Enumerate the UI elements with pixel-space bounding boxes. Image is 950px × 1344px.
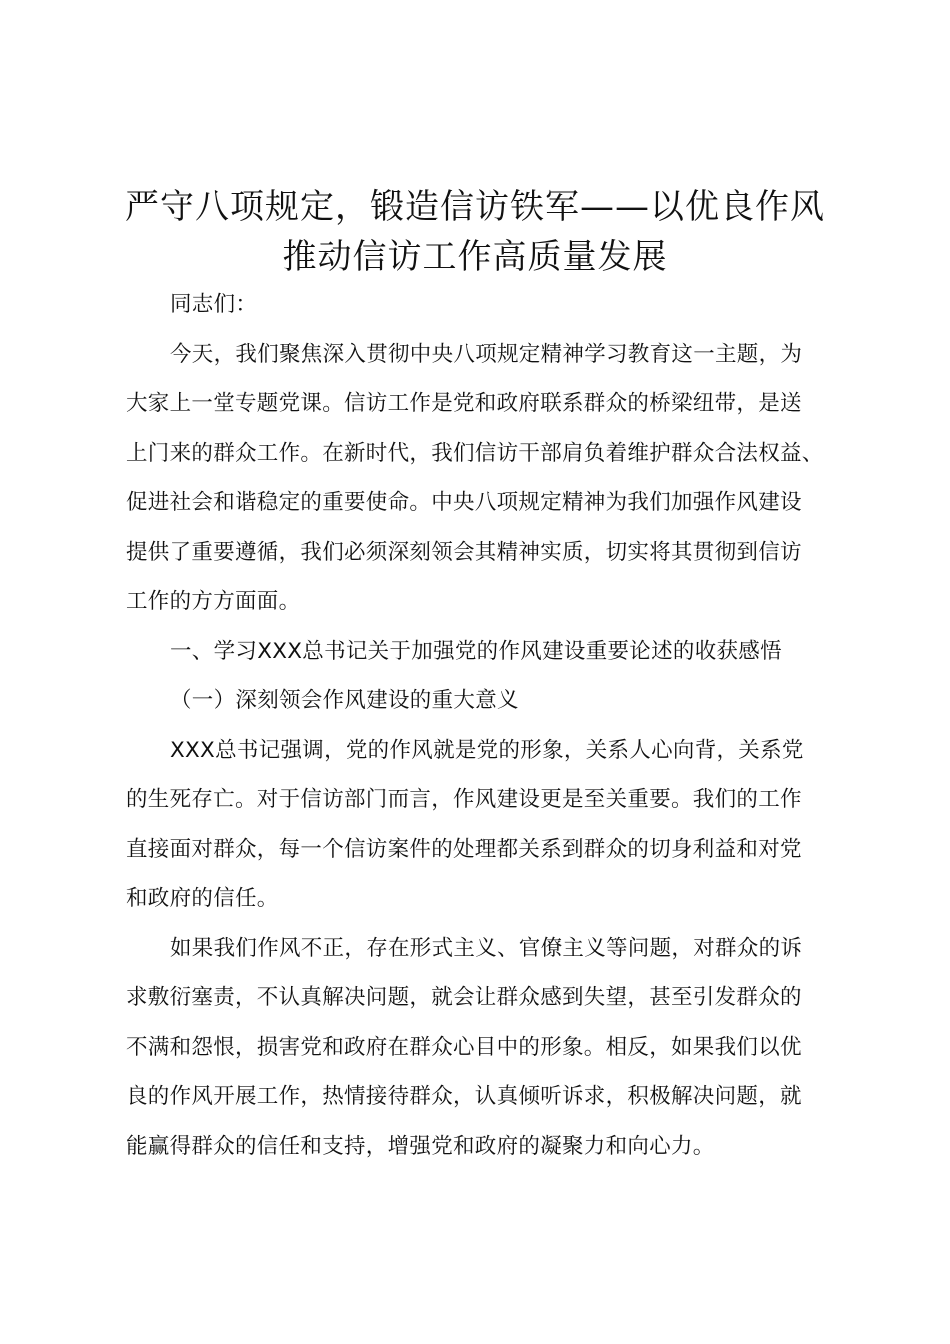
subsection-heading: （一）深刻领会作风建设的重大意义 xyxy=(170,688,519,713)
paragraph-line: 工作的方方面面。 xyxy=(126,589,301,614)
paragraph-line: 今天，我们聚焦深入贯彻中央八项规定精神学习教育这一主题，为 xyxy=(170,342,803,367)
paragraph-line: 能赢得群众的信任和支持，增强党和政府的凝聚力和向心力。 xyxy=(126,1134,715,1159)
document-title-line-2: 推动信访工作高质量发展 xyxy=(282,237,668,277)
paragraph-line: 大家上一堂专题党课。信访工作是党和政府联系群众的桥梁纽带，是送 xyxy=(126,391,802,416)
paragraph-line: 促进社会和谐稳定的重要使命。中央八项规定精神为我们加强作风建设 xyxy=(126,490,802,515)
paragraph-line: 良的作风开展工作，热情接待群众，认真倾听诉求，积极解决问题，就 xyxy=(126,1084,802,1109)
paragraph-line: XXX总书记强调，党的作风就是党的形象，关系人心向背，关系党 xyxy=(170,738,804,763)
paragraph-line: 和政府的信任。 xyxy=(126,886,279,911)
section-heading: 一、学习XXX总书记关于加强党的作风建设重要论述的收获感悟 xyxy=(170,639,782,664)
salutation: 同志们： xyxy=(170,292,258,317)
paragraph-line: 如果我们作风不正，存在形式主义、官僚主义等问题，对群众的诉 xyxy=(170,936,803,961)
paragraph-line: 不满和怨恨，损害党和政府在群众心目中的形象。相反，如果我们以优 xyxy=(126,1035,802,1060)
paragraph-line: 提供了重要遵循，我们必须深刻领会其精神实质，切实将其贯彻到信访 xyxy=(126,540,802,565)
paragraph-line: 直接面对群众，每一个信访案件的处理都关系到群众的切身利益和对党 xyxy=(126,837,802,862)
paragraph-line: 的生死存亡。对于信访部门而言，作风建设更是至关重要。我们的工作 xyxy=(126,787,802,812)
paragraph-line: 求敷衍塞责，不认真解决问题，就会让群众感到失望，甚至引发群众的 xyxy=(126,985,802,1010)
paragraph-line: 上门来的群众工作。在新时代，我们信访干部肩负着维护群众合法权益、 xyxy=(126,441,824,466)
document-title-line-1: 严守八项规定，锻造信访铁军——以优良作风 xyxy=(125,187,825,227)
